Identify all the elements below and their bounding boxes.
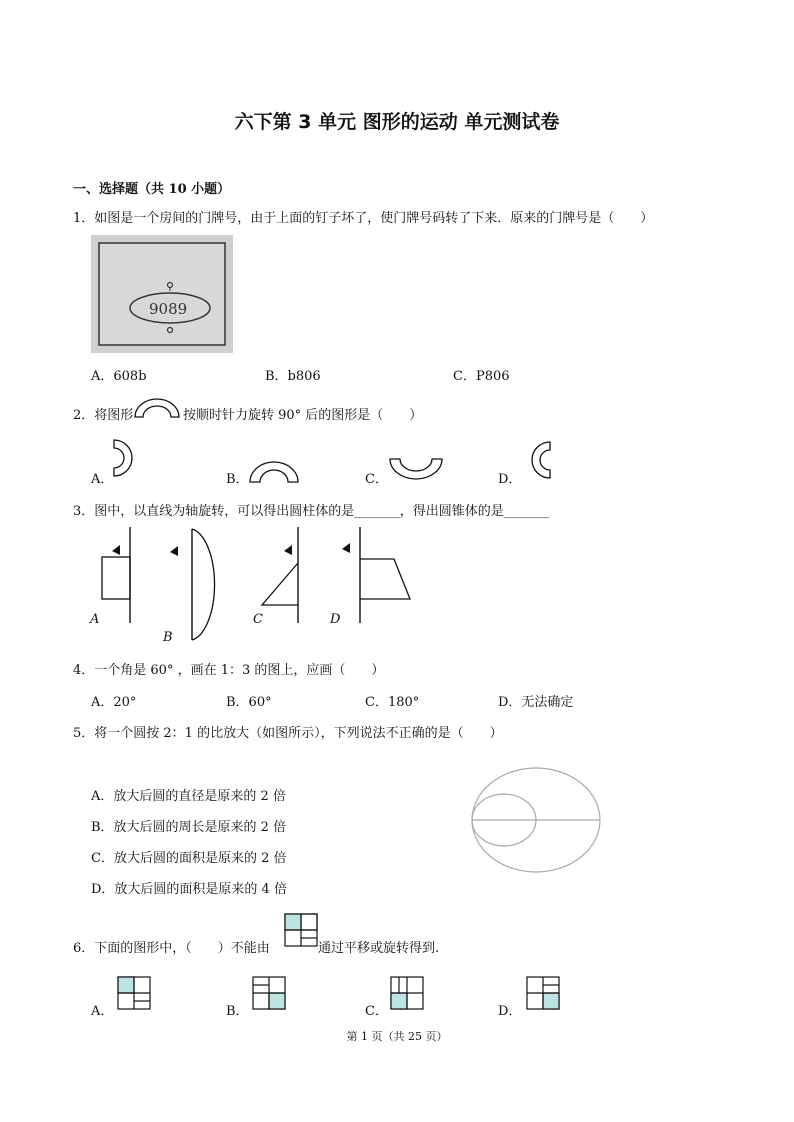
q6-reference-grid-icon <box>284 913 318 947</box>
question-6-stem-start: 6．下面的图形中，（ ）不能由 <box>73 941 270 956</box>
q2-option-a: A． <box>91 472 114 487</box>
q1-option-b: B．b806 <box>265 369 321 384</box>
q3-label-d: D <box>330 612 341 627</box>
door-plate-photo <box>91 235 233 353</box>
page-footer: 第 1 页（共 25 页） <box>346 1030 448 1043</box>
q6-option-d: D． <box>498 1004 522 1019</box>
q6-option-c: C． <box>365 1004 388 1019</box>
question-1-stem: 1．如图是一个房间的门牌号，由于上面的钉子坏了，使门牌号码转了下来．原来的门牌号是（ ） <box>73 211 654 226</box>
door-plate-number: 9089 <box>149 300 188 318</box>
q3-label-c: C <box>253 612 263 627</box>
section-heading-choice: 一、选择题（共 10 小题） <box>73 182 231 197</box>
q2-option-d: D． <box>498 472 522 487</box>
q2-shape-a-icon <box>112 438 142 478</box>
q5-option-d: D．放大后圆的面积是原来的 4 倍 <box>91 882 287 897</box>
q2-option-b: B． <box>226 472 249 487</box>
q2-shape-b-icon <box>248 458 300 484</box>
q5-circles-figure <box>470 766 602 874</box>
q2-shape-c-icon <box>388 455 444 481</box>
question-2-stem-start: 2．将图形 <box>73 408 134 423</box>
question-3-stem: 3．图中，以直线为轴旋转，可以得出圆柱体的是_______，得出圆锥体的是_______ <box>73 504 550 519</box>
q2-option-c: C． <box>365 472 388 487</box>
q4-option-b: B．60° <box>226 695 272 710</box>
q3-rotation-figures <box>88 525 428 650</box>
page-title: 六下第 3 单元 图形的运动 单元测试卷 <box>234 111 560 133</box>
q4-option-d: D．无法确定 <box>498 695 574 710</box>
arch-shape-icon <box>133 397 183 419</box>
q6-grid-d-icon <box>526 976 560 1010</box>
q4-option-c: C．180° <box>365 695 420 710</box>
q6-grid-b-icon <box>252 976 286 1010</box>
q5-option-a: A．放大后圆的直径是原来的 2 倍 <box>91 789 286 804</box>
q3-label-a: A <box>90 612 100 627</box>
question-5-stem: 5．将一个圆按 2：1 的比放大（如图所示），下列说法不正确的是（ ） <box>73 726 503 741</box>
q1-option-a: A．608b <box>91 369 147 384</box>
question-6-stem-end: 通过平移或旋转得到. <box>318 941 440 956</box>
q4-option-a: A．20° <box>91 695 137 710</box>
q3-label-b: B <box>163 630 173 645</box>
question-4-stem: 4．一个角是 60° ，画在 1：3 的图上，应画（ ） <box>73 663 385 678</box>
q6-option-b: B． <box>226 1004 249 1019</box>
q6-grid-c-icon <box>390 976 424 1010</box>
q6-option-a: A． <box>91 1004 114 1019</box>
q1-option-c: C．P806 <box>453 369 510 384</box>
q6-grid-a-icon <box>117 976 151 1010</box>
q2-shape-d-icon <box>524 440 554 480</box>
q5-option-b: B．放大后圆的周长是原来的 2 倍 <box>91 820 287 835</box>
q5-option-c: C．放大后圆的面积是原来的 2 倍 <box>91 851 287 866</box>
question-2-stem-end: 按顺时针力旋转 90° 后的图形是（ ） <box>183 408 423 423</box>
